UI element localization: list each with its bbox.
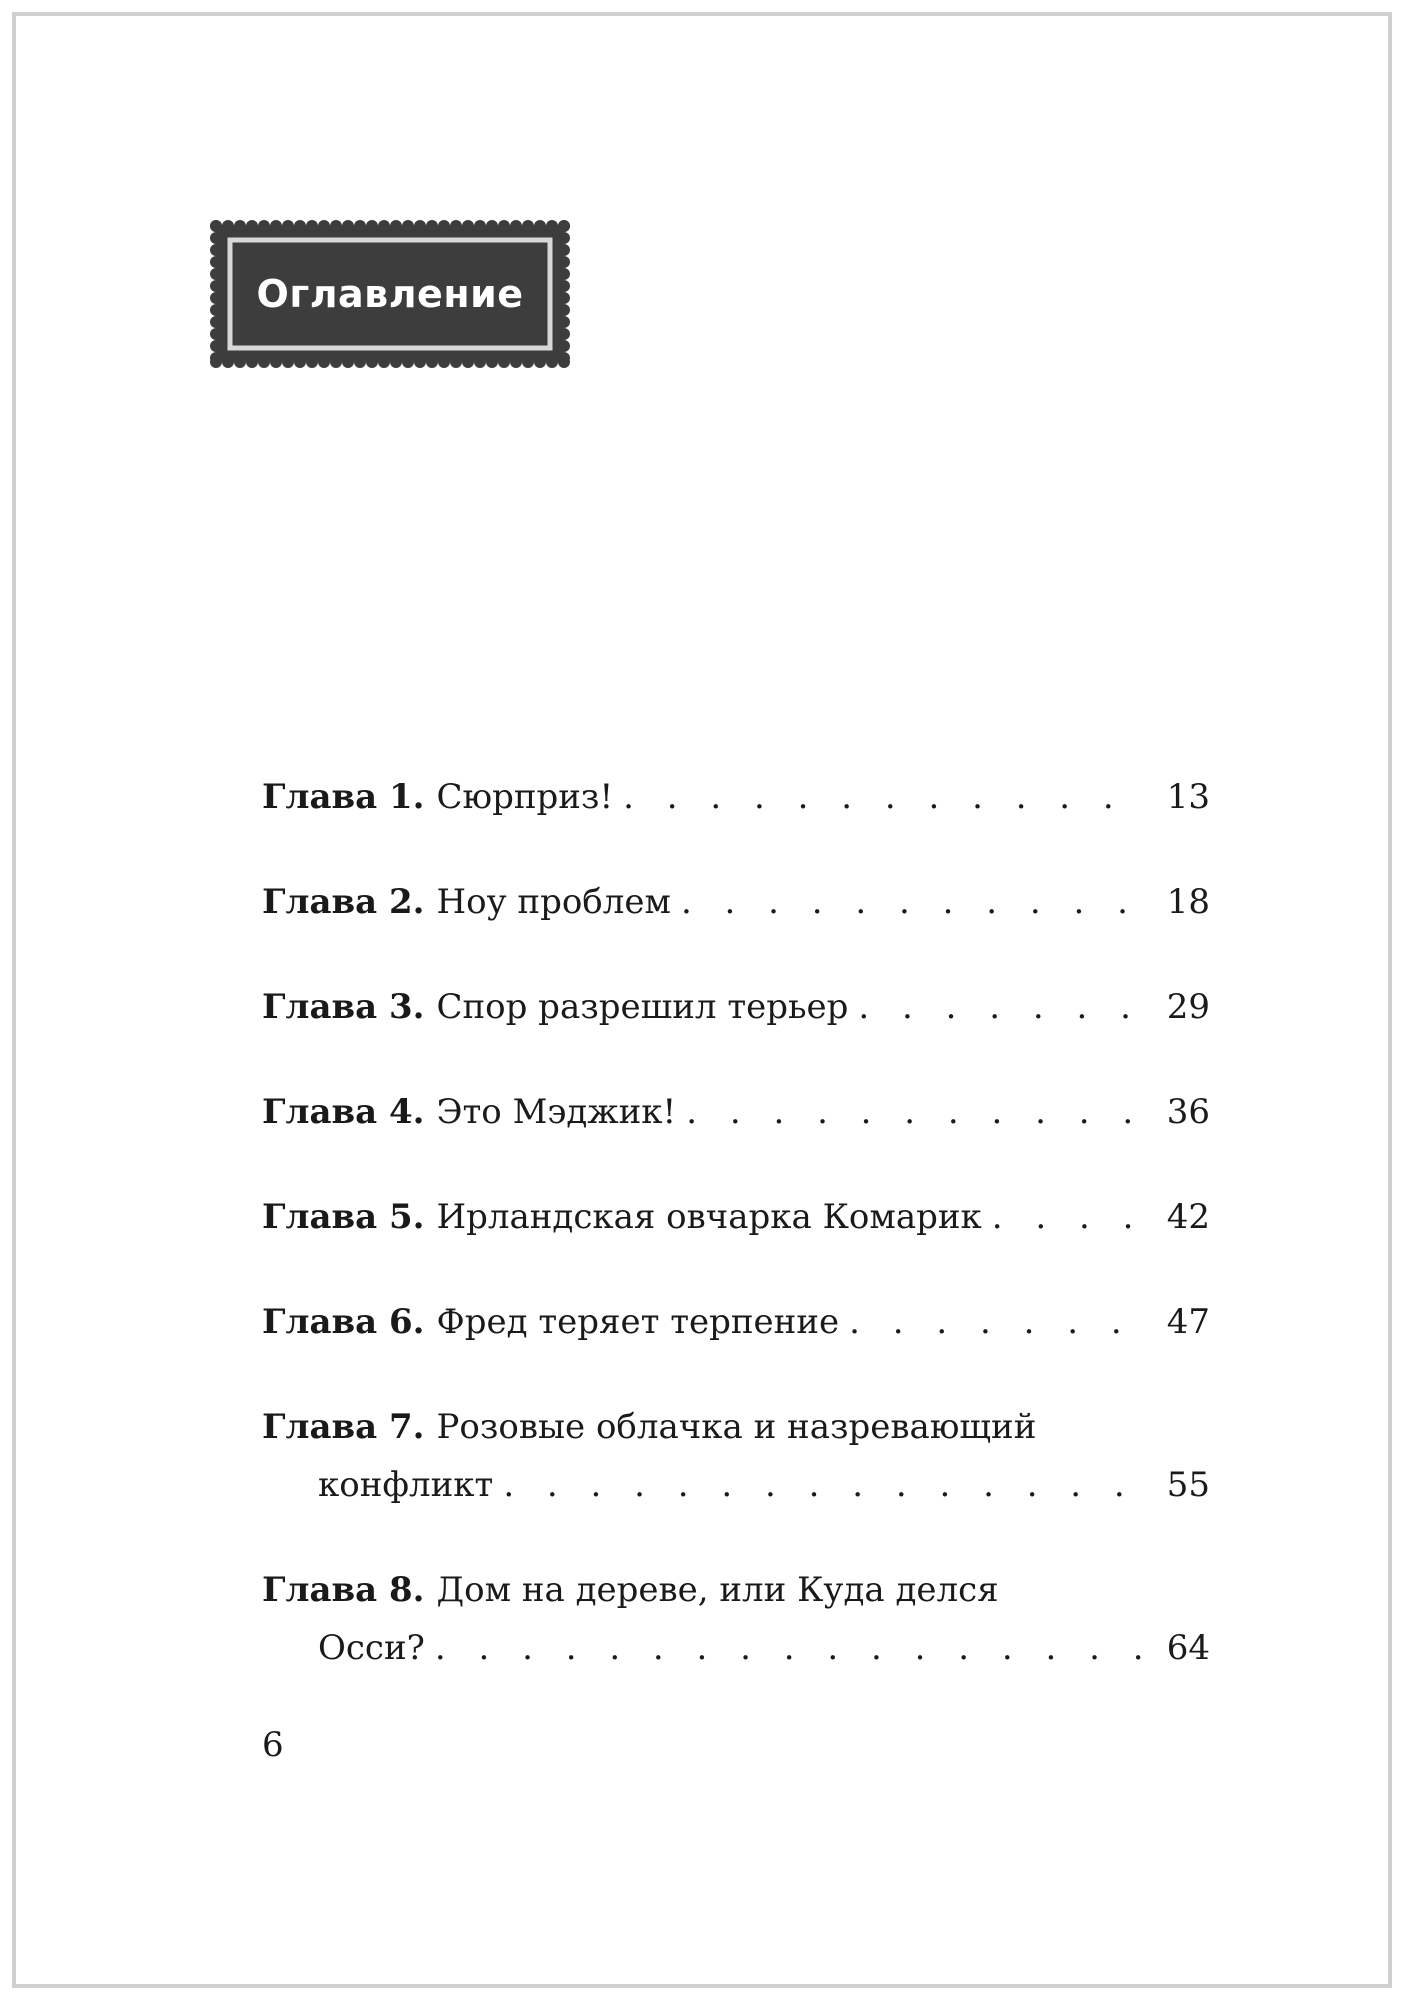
chapter-page-number: 47 (1166, 1302, 1210, 1342)
chapter-page-number: 64 (1166, 1628, 1210, 1668)
chapter-title: Фред теряет терпение (436, 1302, 840, 1342)
toc-entry[interactable] (262, 768, 1210, 826)
chapter-title: Это Мэджик! (436, 1092, 677, 1132)
chapter-label: Глава 6. (262, 1302, 425, 1342)
page-title: Оглавление (256, 272, 524, 316)
page-number: 6 (262, 1725, 284, 1765)
toc-entry[interactable] (262, 873, 1210, 931)
chapter-label: Глава 8. (262, 1570, 425, 1610)
dot-leader (849, 1293, 1144, 1351)
chapter-label: Глава 4. (262, 1092, 425, 1132)
dot-leader (503, 1456, 1144, 1514)
dot-leader (992, 1188, 1144, 1246)
title-stamp (210, 220, 570, 368)
dot-leader (858, 978, 1144, 1036)
chapter-title: Ноу проблем (436, 882, 671, 922)
dot-leader (681, 873, 1144, 931)
chapter-title-continuation: Осси? (318, 1628, 425, 1668)
chapter-label: Глава 3. (262, 987, 425, 1027)
chapter-title: Сюрприз! (436, 777, 614, 817)
chapter-title-continuation: конфликт (318, 1465, 494, 1505)
dot-leader (435, 1619, 1144, 1677)
chapter-label: Глава 5. (262, 1197, 425, 1237)
chapter-title: Спор разрешил терьер (436, 987, 849, 1027)
chapter-label: Глава 7. (262, 1407, 425, 1447)
chapter-title: Дом на дереве, или Куда делся (436, 1570, 999, 1610)
chapter-label: Глава 1. (262, 777, 425, 817)
dot-leader (686, 1083, 1144, 1141)
chapter-page-number: 29 (1166, 987, 1210, 1027)
chapter-title: Розовые облачка и назревающий (436, 1407, 1037, 1447)
chapter-page-number: 42 (1166, 1197, 1210, 1237)
dot-leader (623, 768, 1144, 826)
toc-entry[interactable] (262, 1293, 1210, 1351)
toc-entry[interactable] (262, 1083, 1210, 1141)
table-of-contents (262, 768, 1210, 1724)
chapter-page-number: 18 (1166, 882, 1210, 922)
toc-entry[interactable] (262, 1188, 1210, 1246)
toc-entry[interactable] (262, 1561, 1210, 1677)
chapter-title: Ирландская овчарка Комарик (436, 1197, 982, 1237)
toc-entry[interactable] (262, 978, 1210, 1036)
chapter-label: Глава 2. (262, 882, 425, 922)
chapter-page-number: 13 (1166, 777, 1210, 817)
chapter-page-number: 36 (1166, 1092, 1210, 1132)
toc-entry[interactable] (262, 1398, 1210, 1514)
chapter-page-number: 55 (1166, 1465, 1210, 1505)
